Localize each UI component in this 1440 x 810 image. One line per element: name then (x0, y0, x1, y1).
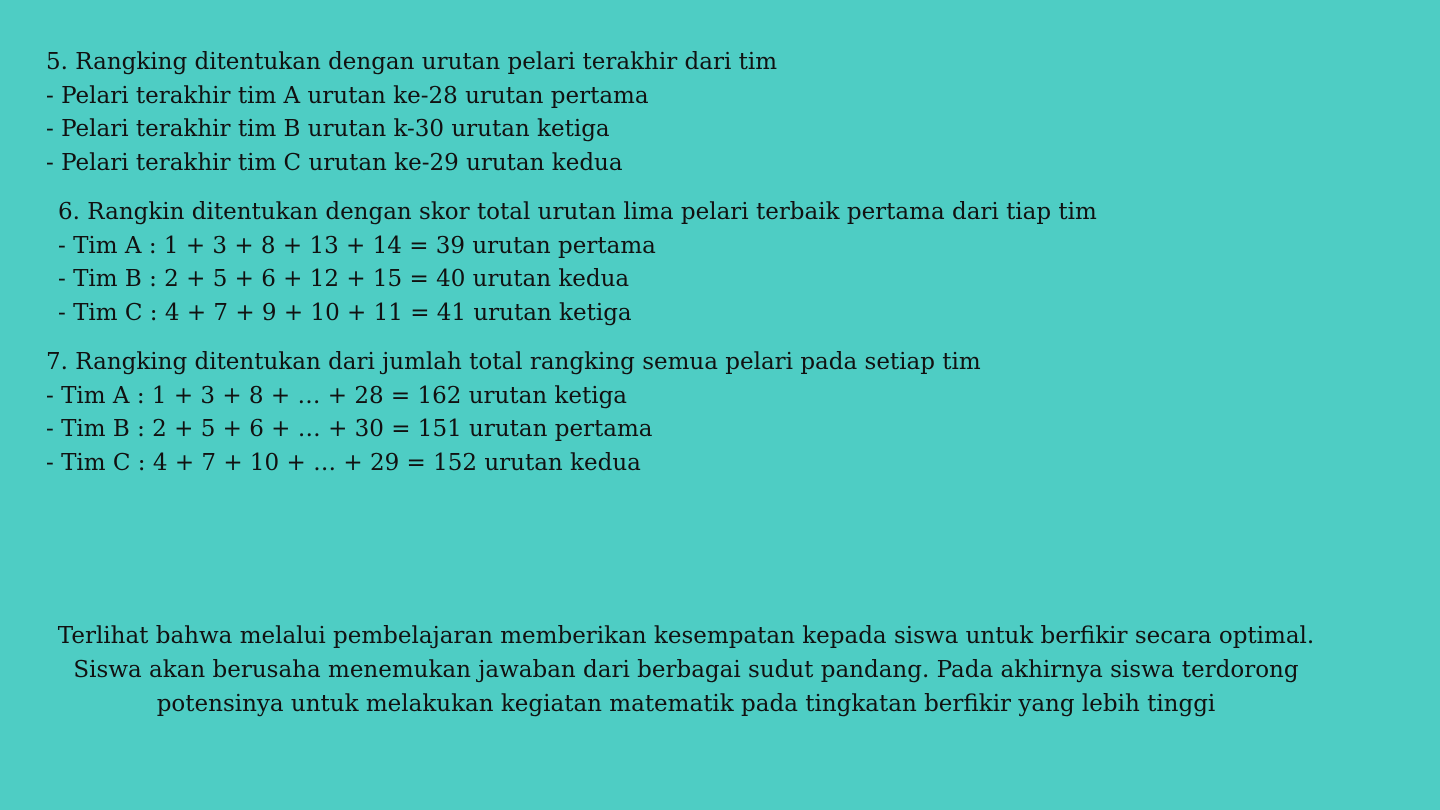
ranking-method-7 (46, 346, 981, 480)
list-item: - Tim B : 2 + 5 + 6 + … + 30 = 151 urutan pertama (46, 416, 653, 443)
conclusion-line: potensinya untuk melakukan kegiatan matematik pada tingkatan berfikir yang lebih tinggi (156, 691, 1216, 717)
list-item: - Tim A : 1 + 3 + 8 + 13 + 14 = 39 urutan pertama (58, 232, 656, 259)
list-item: - Tim C : 4 + 7 + 10 + … + 29 = 152 urutan kedua (46, 449, 641, 476)
list-item: - Tim B : 2 + 5 + 6 + 12 + 15 = 40 urutan kedua (58, 266, 630, 293)
list-item: - Tim C : 4 + 7 + 9 + 10 + 11 = 41 urutan ketiga (58, 299, 632, 326)
section-heading: 7. Rangking ditentukan dari jumlah total rangking semua pelari pada setiap tim (46, 349, 981, 375)
list-item: - Tim A : 1 + 3 + 8 + … + 28 = 162 urutan ketiga (46, 382, 628, 409)
section-heading: 6. Rangkin ditentukan dengan skor total urutan lima pelari terbaik pertama dari tiap tim (58, 199, 1097, 225)
ranking-method-5 (46, 46, 777, 180)
list-item: - Pelari terakhir tim A urutan ke-28 urutan pertama (46, 82, 649, 109)
conclusion-line: Siswa akan berusaha menemukan jawaban dari berbagai sudut pandang. Pada akhirnya siswa terdorong (73, 657, 1299, 683)
list-item: - Pelari terakhir tim C urutan ke-29 urutan kedua (46, 149, 623, 176)
ranking-method-6 (58, 196, 1097, 330)
conclusion-line: Terlihat bahwa melalui pembelajaran memberikan kesempatan kepada siswa untuk berfikir secara optimal. (57, 623, 1315, 649)
conclusion-paragraph (0, 619, 1372, 721)
list-item: - Pelari terakhir tim B urutan k-30 urutan ketiga (46, 116, 610, 143)
section-heading: 5. Rangking ditentukan dengan urutan pelari terakhir dari tim (46, 49, 778, 75)
